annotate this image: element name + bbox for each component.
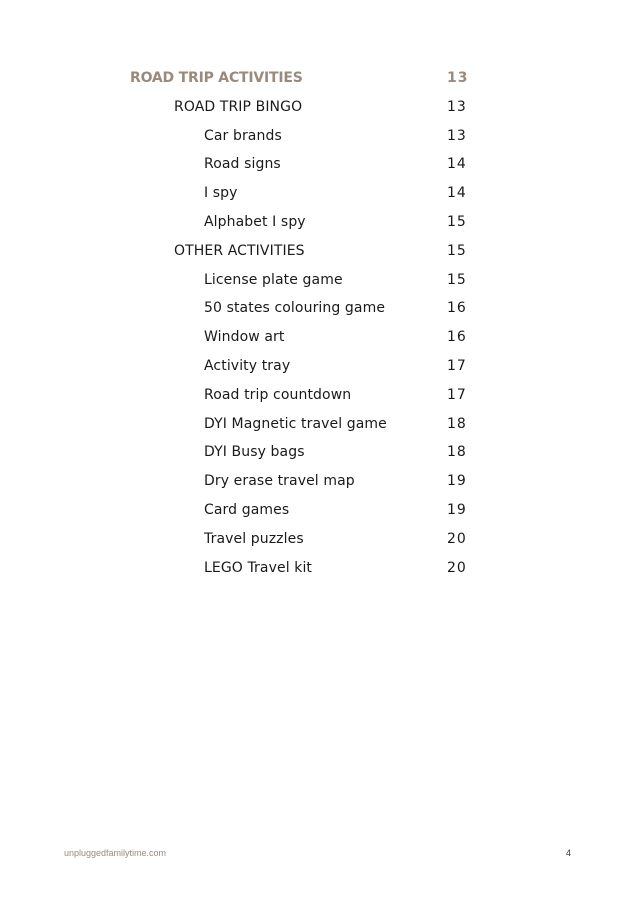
toc-entry-title: DYI Busy bags: [204, 444, 305, 461]
toc-entry-title: Travel puzzles: [204, 530, 304, 547]
footer-website-link[interactable]: unpluggedfamilytime.com: [64, 848, 167, 858]
toc-entry-title: I spy: [204, 185, 238, 202]
toc-entry[interactable]: [0, 66, 638, 95]
toc-entry-page: 18: [447, 444, 467, 461]
toc-entry-page: 20: [447, 530, 467, 547]
toc-entry-page: 15: [447, 213, 467, 230]
toc-entry-title: ROAD TRIP ACTIVITIES: [130, 70, 303, 86]
toc-entry-page: 14: [447, 156, 467, 173]
toc-entry[interactable]: [0, 268, 638, 297]
toc-entry-page: 15: [447, 271, 467, 288]
toc-entry-page: 16: [447, 300, 467, 317]
toc-entry-title: ROAD TRIP BINGO: [174, 98, 303, 115]
toc-entry-page: 19: [447, 501, 467, 518]
toc-entry-title: Dry erase travel map: [204, 473, 355, 490]
toc-entry-title: LEGO Travel kit: [204, 559, 313, 576]
toc-entry[interactable]: [0, 383, 638, 412]
toc-entry-title: Car brands: [204, 127, 282, 144]
footer-page-number: 4: [566, 848, 572, 858]
toc-entry-page: 13: [447, 127, 467, 144]
table-of-contents: [0, 66, 638, 584]
toc-entry[interactable]: [0, 124, 638, 153]
toc-entry[interactable]: [0, 498, 638, 527]
toc-entry[interactable]: [0, 95, 638, 124]
toc-entry[interactable]: [0, 239, 638, 268]
toc-entry-page: 14: [447, 185, 467, 202]
toc-entry-page: 16: [447, 329, 467, 346]
toc-entry[interactable]: [0, 181, 638, 210]
toc-entry[interactable]: [0, 469, 638, 498]
toc-entry-title: Card games: [204, 501, 290, 518]
toc-entry[interactable]: [0, 440, 638, 469]
toc-entry-page: 20: [447, 559, 467, 576]
toc-entry-page: 13: [447, 70, 469, 86]
toc-entry-page: 17: [447, 386, 467, 403]
toc-entry[interactable]: [0, 354, 638, 383]
toc-entry[interactable]: [0, 527, 638, 556]
toc-entry[interactable]: [0, 412, 638, 441]
toc-entry-title: 50 states colouring game: [204, 300, 386, 317]
toc-entry-page: 19: [447, 473, 467, 490]
toc-entry-title: OTHER ACTIVITIES: [174, 242, 305, 259]
toc-entry[interactable]: [0, 325, 638, 354]
toc-entry-page: 13: [447, 98, 467, 115]
toc-entry[interactable]: [0, 296, 638, 325]
toc-entry-title: Activity tray: [204, 357, 291, 374]
toc-entry-title: Road trip countdown: [204, 386, 352, 403]
toc-entry[interactable]: [0, 210, 638, 239]
toc-entry-page: 17: [447, 357, 467, 374]
toc-entry[interactable]: [0, 152, 638, 181]
toc-entry-title: Alphabet I spy: [204, 213, 306, 230]
toc-entry-title: Road signs: [204, 156, 281, 173]
toc-entry[interactable]: [0, 556, 638, 585]
toc-entry-title: DYI Magnetic travel game: [204, 415, 387, 432]
toc-entry-title: Window art: [204, 329, 285, 346]
toc-entry-page: 15: [447, 242, 467, 259]
toc-entry-title: License plate game: [204, 271, 343, 288]
toc-entry-page: 18: [447, 415, 467, 432]
